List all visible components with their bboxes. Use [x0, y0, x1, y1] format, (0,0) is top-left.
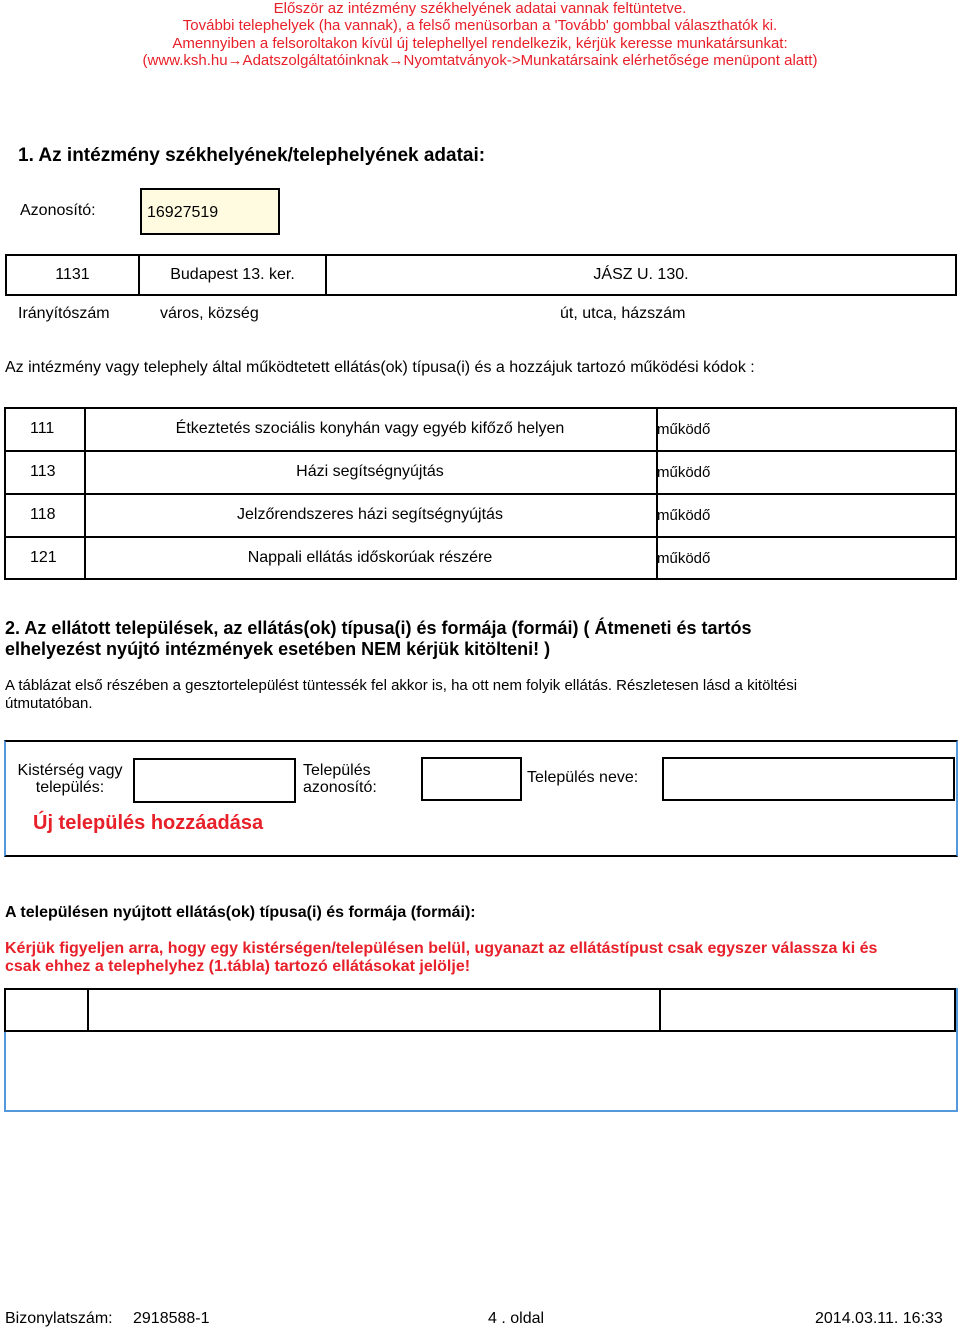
street-value: JÁSZ U. 130.: [593, 266, 689, 283]
selection-code-cell[interactable]: [6, 990, 89, 1030]
id-value: 16927519: [147, 204, 219, 221]
service-name: Nappali ellátás időskorúak részére: [247, 549, 493, 566]
add-settlement-link[interactable]: Új település hozzáadása: [33, 812, 264, 834]
service-status: működő: [657, 507, 711, 524]
service-status: működő: [657, 421, 711, 438]
telepules-az-label-line-2: azonosító:: [303, 779, 377, 796]
warning-line-2: csak ehhez a telephelyhez (1.tábla) tartozó ellátásokat jelölje!: [5, 958, 471, 975]
telepules-az-input[interactable]: [421, 757, 522, 801]
street-field[interactable]: [327, 256, 955, 294]
notice-line-1: Először az intézmény székhelyének adatai vannak feltüntetve.: [273, 0, 687, 17]
service-name: Jelzőrendszeres házi segítségnyújtás: [237, 506, 503, 523]
section2-title-line-2: elhelyezést nyújtó intézmények esetében NEM kérjük kitölteni! ): [5, 639, 551, 659]
notice-line-3: Amennyiben a felsoroltakon kívül új telephellyel rendelkezik, kérjük keresse munkatársunkat:: [172, 35, 788, 52]
service-code: 111: [30, 420, 55, 437]
kisterseg-label-line-2: település:: [35, 779, 105, 796]
section2-title-line-1: 2. Az ellátott települések, az ellátás(ok) típusa(i) és formája (formái) ( Átmeneti és tartós: [5, 618, 752, 638]
section2-note-line-1: A táblázat első részében a gesztortelepülést tüntessék fel akkor is, ha ott nem folyik ellátás. Részletesen lásd a kitöltési: [5, 677, 798, 694]
warning-line-1: Kérjük figyeljen arra, hogy egy kistérségen/településen belül, ugyanazt az ellátástípust csak egyszer válassza ki és: [5, 940, 878, 957]
city-field[interactable]: [140, 256, 327, 294]
footer-doc-number: 2918588-1: [133, 1310, 210, 1327]
service-code: 121: [30, 549, 57, 566]
notice-line-2: További telephelyek (ha vannak), a felső menüsorban a 'Tovább' gombbal választhatók ki.: [182, 17, 778, 34]
service-status: működő: [657, 464, 711, 481]
section2-note-line-2: útmutatóban.: [5, 695, 93, 712]
kisterseg-label: [12, 762, 128, 796]
address-row: [5, 254, 957, 296]
telepules-nev-label: Település neve:: [527, 769, 639, 786]
service-code: 118: [30, 506, 56, 523]
telepules-az-label: [303, 762, 377, 796]
service-name: Étkeztetés szociális konyhán vagy egyéb kifőző helyen: [175, 420, 565, 437]
city-value: Budapest 13. ker.: [170, 266, 295, 283]
zip-label: Irányítószám: [18, 305, 110, 322]
service-name: Házi segítségnyújtás: [296, 463, 444, 480]
kisterseg-input[interactable]: [133, 758, 296, 803]
services-selection-row: [4, 988, 956, 1032]
id-field[interactable]: [140, 188, 280, 235]
telepules-az-label-line-1: Település: [303, 762, 371, 779]
street-label: út, utca, házszám: [560, 305, 686, 322]
services-table: [4, 407, 957, 580]
services-heading: A településen nyújtott ellátás(ok) típusa(i) és formája (formái):: [5, 904, 476, 921]
section1-title: 1. Az intézmény székhelyének/telephelyének adatai:: [18, 145, 486, 166]
service-code: 113: [30, 463, 56, 480]
zip-field[interactable]: [7, 256, 140, 294]
footer-doc-label: Bizonylatszám:: [5, 1310, 113, 1327]
services-caption: Az intézmény vagy telephely által működtetett ellátás(ok) típusa(i) és a hozzájuk tartozó működési kódok :: [5, 359, 755, 376]
footer-timestamp: 2014.03.11. 16:33: [815, 1310, 943, 1327]
footer-page: 4 . oldal: [488, 1310, 545, 1327]
notice-line-4: (www.ksh.hu→Adatszolgáltatóinknak→Nyomtatványok->Munkatársaink elérhetősége menüpont alatt): [142, 52, 818, 69]
kisterseg-label-line-1: Kistérség vagy: [17, 762, 123, 779]
id-label: Azonosító:: [20, 202, 96, 219]
selection-form-cell[interactable]: [661, 990, 954, 1030]
telepules-nev-input[interactable]: [662, 757, 955, 801]
zip-value: 1131: [55, 266, 90, 283]
selection-name-cell[interactable]: [89, 990, 661, 1030]
service-status: működő: [657, 550, 711, 567]
city-label: város, község: [160, 305, 259, 322]
